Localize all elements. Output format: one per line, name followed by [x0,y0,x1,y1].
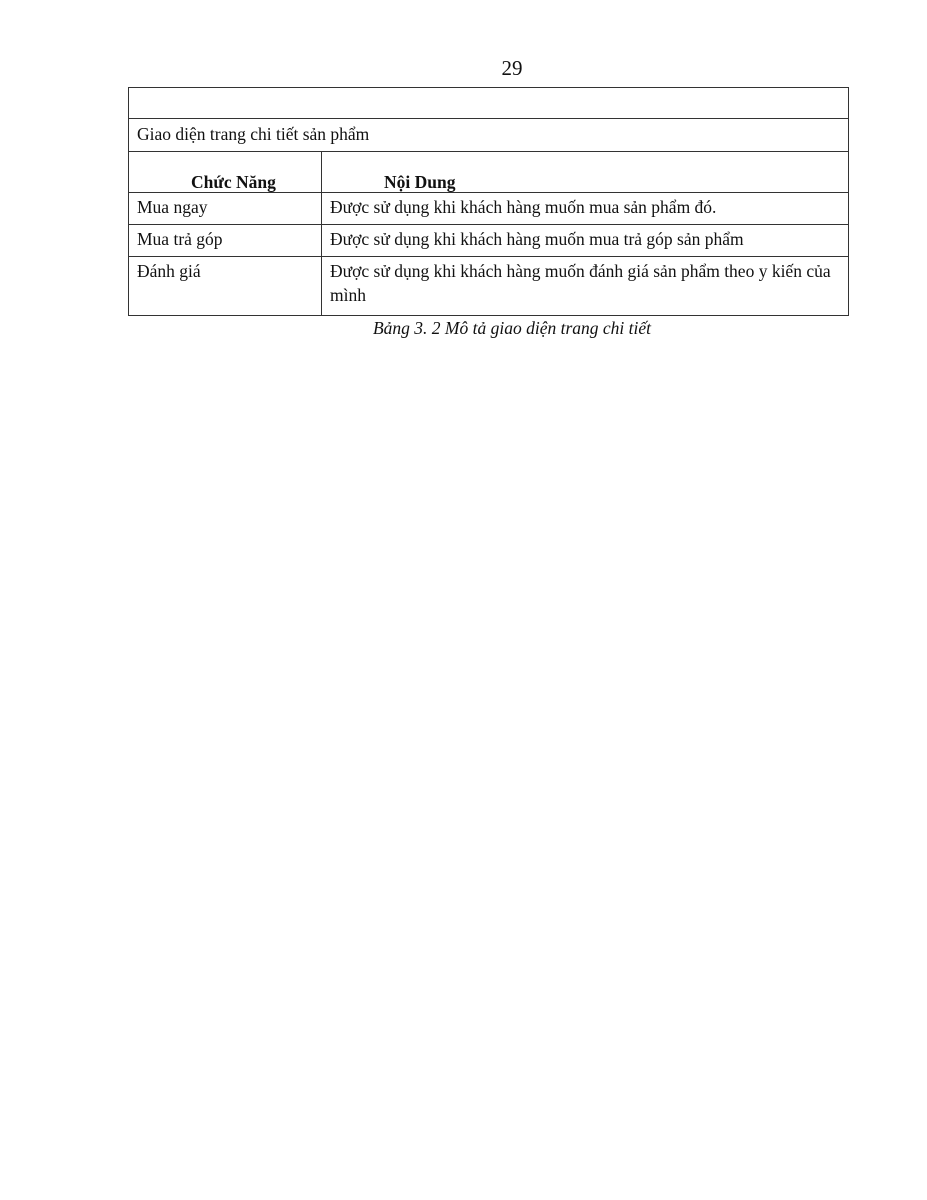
table-caption: Bảng 3. 2 Mô tả giao diện trang chi tiết [372,318,652,338]
table-title: Giao diện trang chi tiết sản phẩm [129,119,849,152]
table-row [129,193,849,225]
function-cell: Đánh giá [129,257,322,316]
content-cell: Được sử dụng khi khách hàng muốn mua sản phẩm đó. [322,193,849,225]
page-number: 29 [501,56,523,80]
empty-cell [129,88,849,119]
table-row [129,257,849,316]
header-content: Nội Dung [322,152,849,193]
function-cell: Mua ngay [129,193,322,225]
function-cell: Mua trả góp [129,225,322,257]
table-header-row [129,152,849,193]
table-title-row [129,119,849,152]
header-function: Chức Năng [129,152,322,193]
content-cell: Được sử dụng khi khách hàng muốn mua trả góp sản phẩm [322,225,849,257]
interface-description-table [128,87,849,316]
table-empty-row [129,88,849,119]
content-cell: Được sử dụng khi khách hàng muốn đánh giá sản phẩm theo y kiến của mình [322,257,849,316]
table-row [129,225,849,257]
